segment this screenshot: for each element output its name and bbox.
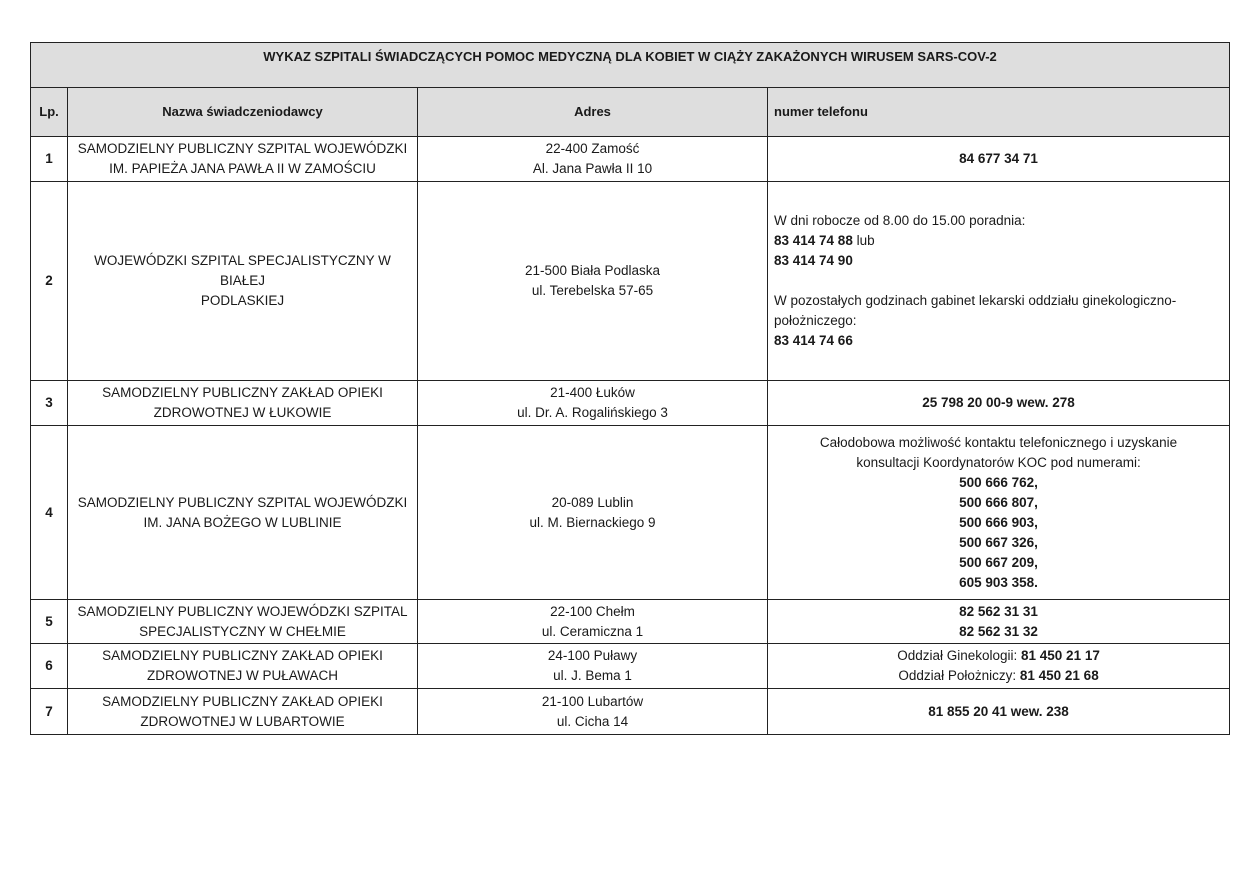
name-line: ZDROWOTNEJ W PUŁAWACH — [147, 668, 338, 683]
table-title: WYKAZ SZPITALI ŚWIADCZĄCYCH POMOC MEDYCZNĄ DLA KOBIET W CIĄŻY ZAKAŻONYCH WIRUSEM SARS-COV-2 — [31, 43, 1230, 88]
row-address — [418, 689, 768, 735]
address-line: 21-400 Łuków — [550, 385, 635, 400]
row-name — [68, 381, 418, 426]
name-line: SAMODZIELNY PUBLICZNY ZAKŁAD OPIEKI — [102, 385, 383, 400]
phone-note: położniczego: — [774, 313, 857, 328]
header-phone: numer telefonu — [768, 88, 1230, 137]
phone-number: 500 667 326, — [959, 534, 1038, 550]
row-phone — [768, 137, 1230, 182]
row-lp: 2 — [31, 182, 68, 381]
phone-number: 500 666 807, — [959, 494, 1038, 510]
name-line: SAMODZIELNY PUBLICZNY SZPITAL WOJEWÓDZKI — [77, 141, 408, 156]
row-phone — [768, 426, 1230, 600]
row-address — [418, 182, 768, 381]
phone-number: 25 798 20 00-9 wew. 278 — [922, 395, 1075, 410]
phone-note: W dni robocze od 8.00 do 15.00 poradnia: — [774, 213, 1026, 228]
name-line: PODLASKIEJ — [200, 293, 285, 308]
row-lp: 1 — [31, 137, 68, 182]
row-address — [418, 600, 768, 644]
phone-number: 83 414 74 88 — [774, 233, 853, 248]
address-line: 21-100 Lubartów — [541, 693, 644, 709]
address-line: ul. Terebelska 57-65 — [531, 283, 654, 298]
address-line: 22-100 Chełm — [550, 603, 635, 619]
name-line: IM. PAPIEŻA JANA PAWŁA II W ZAMOŚCIU — [109, 161, 376, 176]
row-lp: 5 — [31, 600, 68, 644]
name-line: WOJEWÓDZKI SZPITAL SPECJALISTYCZNY W BIAŁEJ — [94, 253, 391, 288]
row-name — [68, 689, 418, 735]
address-line: ul. Cicha 14 — [556, 713, 629, 729]
phone-note: W pozostałych godzinach gabinet lekarski oddziału ginekologiczno- — [774, 293, 1177, 308]
name-line: SAMODZIELNY PUBLICZNY ZAKŁAD OPIEKI — [102, 648, 383, 663]
phone-number: 83 414 74 66 — [774, 333, 853, 348]
table-row — [31, 137, 1230, 182]
phone-number: 605 903 358. — [959, 574, 1038, 590]
row-address — [418, 426, 768, 600]
row-address — [418, 137, 768, 182]
row-name — [68, 137, 418, 182]
name-line: IM. JANA BOŻEGO W LUBLINIE — [143, 514, 342, 530]
row-phone — [768, 182, 1230, 381]
row-name — [68, 600, 418, 644]
phone-note: lub — [852, 233, 875, 248]
phone-number: 83 414 74 90 — [774, 253, 853, 268]
phone-note: konsultacji Koordynatorów KOC pod numerami: — [856, 454, 1141, 470]
phone-number: 81 450 21 68 — [1019, 668, 1099, 683]
name-line: SAMODZIELNY PUBLICZNY WOJEWÓDZKI SZPITAL — [77, 603, 408, 619]
row-phone — [768, 644, 1230, 689]
phone-number: 81 855 20 41 wew. 238 — [928, 703, 1069, 719]
address-line: 22-400 Zamość — [545, 141, 640, 156]
header-lp: Lp. — [31, 88, 68, 137]
phone-note: Całodobowa możliwość kontaktu telefonicznego i uzyskanie — [819, 434, 1178, 450]
name-line: SAMODZIELNY PUBLICZNY SZPITAL WOJEWÓDZKI — [77, 494, 408, 510]
department-label: Oddział Ginekologii: — [897, 648, 1022, 663]
table-row — [31, 689, 1230, 735]
address-line: ul. M. Biernackiego 9 — [529, 514, 656, 530]
name-line: SPECJALISTYCZNY W CHEŁMIE — [139, 623, 346, 639]
row-phone — [768, 381, 1230, 426]
row-phone — [768, 689, 1230, 735]
table-row — [31, 426, 1230, 600]
phone-number: 82 562 31 32 — [959, 623, 1038, 639]
address-line: ul. Ceramiczna 1 — [541, 623, 644, 639]
row-lp: 4 — [31, 426, 68, 600]
phone-number: 84 677 34 71 — [959, 151, 1038, 166]
address-line: ul. J. Bema 1 — [553, 668, 632, 683]
row-lp: 3 — [31, 381, 68, 426]
table-row — [31, 600, 1230, 644]
table-row — [31, 182, 1230, 381]
row-name — [68, 182, 418, 381]
name-line: ZDROWOTNEJ W ŁUKOWIE — [153, 405, 332, 420]
header-row — [31, 88, 1230, 137]
name-line: SAMODZIELNY PUBLICZNY ZAKŁAD OPIEKI — [102, 693, 383, 709]
phone-number: 500 666 903, — [959, 514, 1038, 530]
phone-number: 500 666 762, — [959, 474, 1038, 490]
phone-number: 82 562 31 31 — [959, 603, 1038, 619]
table-row — [31, 381, 1230, 426]
department-label: Oddział Położniczy: — [898, 668, 1020, 683]
table-row — [31, 644, 1230, 689]
row-address — [418, 644, 768, 689]
row-name — [68, 644, 418, 689]
phone-number: 81 450 21 17 — [1021, 648, 1100, 663]
address-line: 24-100 Puławy — [547, 648, 638, 663]
address-line: ul. Dr. A. Rogalińskiego 3 — [517, 405, 668, 420]
hospital-table — [30, 42, 1230, 735]
address-line: Al. Jana Pawła II 10 — [532, 161, 653, 176]
address-line: 20-089 Lublin — [551, 494, 634, 510]
header-name: Nazwa świadczeniodawcy — [68, 88, 418, 137]
address-line: 21-500 Biała Podlaska — [524, 263, 661, 278]
row-lp: 7 — [31, 689, 68, 735]
row-phone — [768, 600, 1230, 644]
header-address: Adres — [418, 88, 768, 137]
phone-number: 500 667 209, — [959, 554, 1038, 570]
row-name — [68, 426, 418, 600]
row-lp: 6 — [31, 644, 68, 689]
row-address — [418, 381, 768, 426]
name-line: ZDROWOTNEJ W LUBARTOWIE — [140, 713, 345, 729]
